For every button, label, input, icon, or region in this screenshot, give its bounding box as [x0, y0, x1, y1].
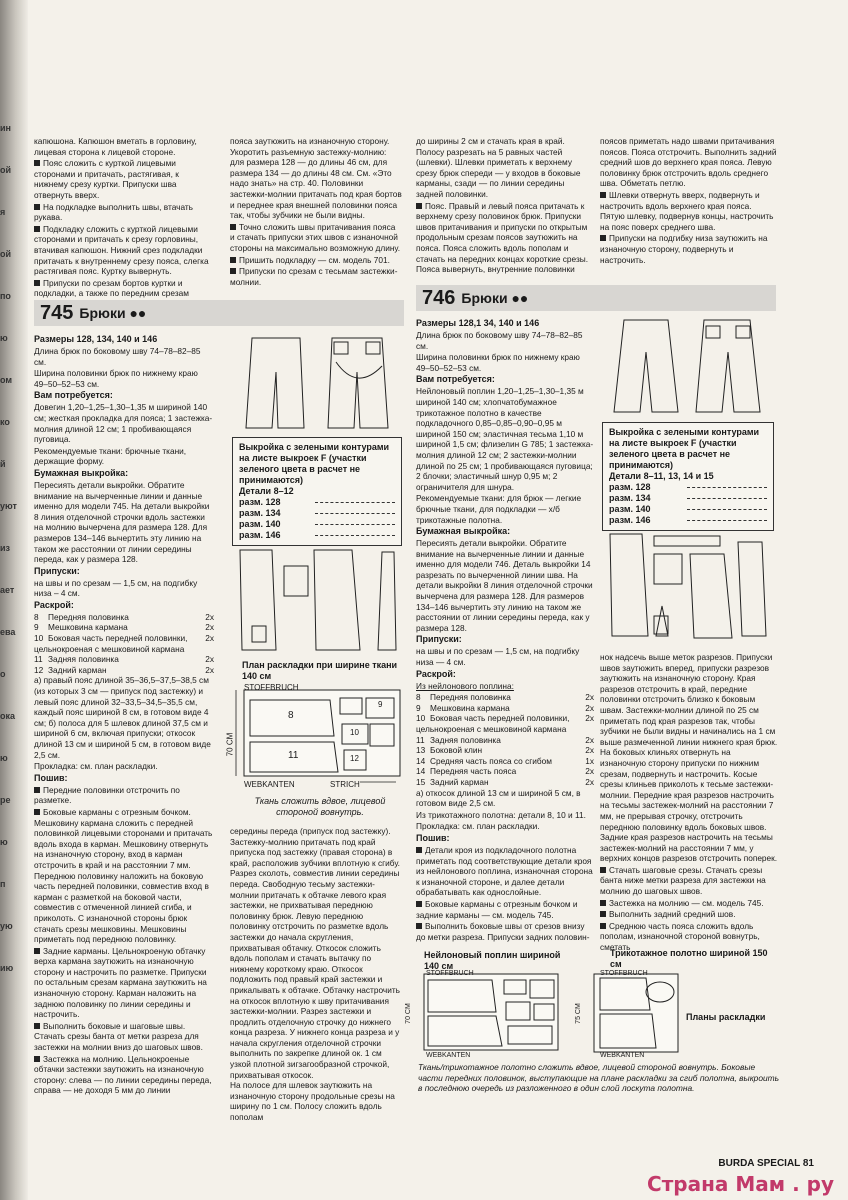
left-strip-fragment: ую: [0, 921, 13, 931]
m745-plan-caption: Ткань сложить вдвое, лицевой стороной вовнутрь.: [254, 796, 386, 817]
m746-knit-plan-title: Трикотажное полотно шириной 150 см: [610, 948, 768, 969]
cut-row: 11 Задняя половинка 2x: [416, 734, 594, 745]
cut-row: 14 Передняя часть пояса 2x: [416, 766, 594, 777]
col4-bottom: нок надсечь выше меток разрезов. Припуски швов заутюжить вперед, припуски разрезов заутюжить на изнаночную сторону. Края разрезов отстрочить в край, передние половинки отстрочить близко к боковым швам. Застежки-молнии длиной по 25 см приметать под края разрезов так, чтобы зубчики не были видны и начинались на 1 см выше размеченной линии нижнего края брюк. На боковых клиньях отвернуть на изнаночную сторону припуски по нижним срезам, подвернуть и настрочить. Косые срезы клиньев приколоть к тесьме застежки-молнии. Передние края разрезов настрочить на тесьмы застежек-молний на расстоянии 7 мм, не прерывая строчку, отстрочить переднюю половинку вдоль боковых швов. Задние края разрезов настрочить на тесьмы застежек-молний на расстоянии 7 мм, у верхних концов разрезов отстрочить поперек. Стачать шаговые срезы. Стачать срезы банта ниже метки разреза для застежки на молнию до шаговых швов. Застежка на молнию — см. модель 745. Выполнить задний средний шов. Среднюю часть пояса сложить вдоль пополам, изнаночной стороной вовнутрь, сметать: [600, 652, 778, 953]
left-strip-fragment: ин: [0, 123, 11, 133]
bullet-icon: [416, 847, 422, 853]
col2-top: пояса заутюжить на изнаночную сторону. Укоротить разъемную застежку-молнию: для размера 128 — до длины 46 см, для размера 134 — до длины 48 см. См. «Это надо знать» на стр. 40. Половинки застежки-молнии притачать под края бортов и переднее края внешней половинки пояса так, чтобы зубчики не были видны. Точно сложить швы притачивания пояса и стачать припуски этих швов с изнаночной стороны на максимально возможную длину. Пришить подкладку — см. модель 701. Припуски по срезам с тесьмам застежки-молнии.: [230, 136, 402, 287]
m746-nylon-dim: 70 CM: [404, 1003, 412, 1024]
m746-knit-selvage: WEBKANTEN: [600, 1052, 645, 1059]
left-strip-fragment: ю: [0, 753, 8, 763]
bullet-icon: [416, 901, 422, 907]
cut-row: 8 Передняя половинка 2x: [34, 611, 214, 622]
left-strip-fragment: ю: [0, 837, 8, 847]
model-746-title: Брюки ●●: [461, 290, 529, 306]
left-strip-fragment: о: [0, 669, 6, 679]
left-strip-fragment: ре: [0, 795, 11, 805]
m746-nylon-fold: STOFFBRUCH: [426, 970, 474, 977]
bullet-icon: [600, 900, 606, 906]
m746-trousers-sketch: [602, 316, 772, 416]
bullet-icon: [34, 160, 40, 166]
col2-bottom: середины переда (припуск под застежку). Застежку-молнию притачать под край припуска под застежку (правая сторона) в край, расположив зубчики вплотную к сгибу. Разрез сколоть, совместив линии середины переда. Свободную тесьму застежки-молнии притачать к обтачке левого края застежки, не прихватывая переднюю половинку брюк. Левую переднюю половинку отстрочить по разметке вдоль застежки до начала скругления, прихватывая обтачку. Откосок сложить вдоль пополам и стачать вытачку по нижнему короткому краю. Откосок подложить под правый край застежки и прикалывать к обтачке. Обтачку настрочить на откосок вплотную к шву притачивания застежки-молнии. Разрез застежки и продлить отделочную строчку до нижнего конца разреза. У нижнего конца разреза и у начала скругления отделочной строчки выполнить по закрепке длиной ок. 1 см узкой плотной зигзагообразной строчкой, прихватывая откосок. На полосе для шлевок заутюжить на изнаночную сторону продольные срезы на ширину по 1 см. Полосу сложить вдоль пополам: [230, 826, 400, 1123]
bullet-icon: [34, 948, 40, 954]
m746-pattern-pieces: [602, 532, 774, 642]
left-strip-fragment: из: [0, 543, 11, 553]
bullet-icon: [600, 867, 606, 873]
left-strip-fragment: ом: [0, 375, 13, 385]
left-strip-fragment: ию: [0, 963, 14, 973]
bullet-icon: [34, 809, 40, 815]
cut-row: 8 Передняя половинка 2x: [416, 692, 594, 703]
left-strip-fragment: п: [0, 879, 6, 889]
left-page-strip: [0, 120, 26, 1120]
m746-nylon-plan: [412, 970, 562, 1060]
left-strip-fragment: й: [0, 459, 6, 469]
bullet-icon: [600, 192, 606, 198]
bullet-icon: [34, 787, 40, 793]
bullet-icon: [34, 1056, 40, 1062]
m745-plan-dim: 70 CM: [225, 732, 235, 757]
page-footer: BURDA SPECIAL 81: [718, 1158, 814, 1169]
m745-pattern-box: Выкройка с зелеными контурами на листе выкроек F (участки зеленого цвета в расчет не принимаются) Детали 8–12 разм. 128 разм. 134 разм. 140 разм. 146: [232, 437, 402, 546]
col4-top: поясов приметать надо швами притачивания поясов. Пояса отстрочить. Выполнить задний средний шов до верхнего края пояса. Левую половинку брюк отстрочить вдоль среднего шва. Обметать петлю. Шлевки отвернуть вверх, подвернуть и настрочить вдоль верхнего края пояса. Пятую шлевку, подвернув концы, настрочить на пояс поверх среднего шва. Припуски на подгибку низа заутюжить на изнаночную сторону, подвернуть и настрочить.: [600, 136, 777, 265]
cut-row: 11 Задняя половинка 2x: [34, 654, 214, 665]
col1-p0: капюшона. Капюшон вметать в горловину, лицевая сторона к лицевой стороне.: [34, 136, 197, 157]
m745-plan-strich: STRICH: [330, 780, 360, 789]
model-746-number: 746: [422, 286, 456, 309]
left-strip-fragment: ой: [0, 165, 12, 175]
cut-row: 9 Мешковина кармана 2x: [416, 702, 594, 713]
cut-row: 10 Боковая часть передней половинки, цельнокроеная с мешковиной кармана 2x: [416, 713, 594, 734]
m745-cut-list: [34, 612, 214, 676]
col3-top: до ширины 2 см и стачать края в край. Полосу разрезать на 5 равных частей (шлевки). Шлевки приметать к верхнему срезу брюк спереди — у входов в боковые карманы, сзади — по линии середины задней половинки. Пояс. Правый и левый пояса притачать к верхнему срезу половинок брюк. Припуски швов притачивания и припуски по открытым продольным срезам поясов заутюжить на пояса. Пояса сложить вдоль пополам и стачать на передних концах короткие срезы. Пояса вывернуть, внутренние половинки: [416, 136, 589, 275]
m745-plan-fold: STOFFBRUCH: [244, 683, 299, 692]
cut-row: 9 Мешковина кармана 2x: [34, 622, 214, 633]
cut-row: 14 Средняя часть пояса со сгибом 1x: [416, 755, 594, 766]
left-strip-fragment: ой: [0, 249, 12, 259]
model-745-title: Брюки ●●: [79, 305, 147, 321]
bullet-icon: [34, 226, 40, 232]
m746-text: Размеры 128,1 34, 140 и 146 Длина брюк по боковому шву 74–78–82–85 см. Ширина половинки брюк по нижнему краю 49–50–52–53 см. Вам потребуется: Нейлоновый поплин 1,20–1,25–1,30–1,35 м шириной 140 см; хлопчатобумажное трикотажное полотно в качестве подкладочного 0,85–0,85–0,90–0,95 м шириной 150 см; эластичная тесьма 1,10 м шириной 1,5 см; флизелин G 785; 1 застежка-молния длиной 12 см; 2 застежки-молнии длиной по 25 см; 1 пробивающаяся пуговица; 2 блочки; эластичный шнур 0,95 м; 2 ограничителя для шнура. Рекомендуемые ткани: для брюк — легкие брючные ткани, для подкладки — х/б трикотажные полотна. Бумажная выкройка: Пересиять детали выкройки. Обратите внимание на вычерченные линии и данные именно для модели 746. Деталь выкройки 14 разрезать по вычерченной линии шва. На детали выкройки 8 линия отделочной строчки вычерчена для размера 128. Для размеров 134–146 вычертить эту линию на таком же расстоянии от линии середины переда, как у размера 128. Припуски: на швы и по срезам — 1,5 см, на подгибку низа — 4 см. Раскрой: Из нейлонового поплина: 8 Передняя половинка 2x 9 Мешковина кармана 2x 10 Боковая часть передней половинки, цельнокроеная с мешковиной кармана 2x 11 Задняя половинка 2x 13 Боковой клин 2x 14 Средняя часть пояса со сгибом 1x 14 Передняя часть пояса 2x 15 Задний карман 2x а) откосок длиной 13 см и шириной 5 см, в готовом виде 2,5 см. Из трикотажного полотна: детали 8, 10 и 11. Прокладка: см. план раскладки. Пошив: Детали кроя из подкладочного полотна приметать под соответствующие детали кроя из нейлонового поплина, изнаночная сторона к изнаночной стороне, и далее детали обрабатывать как однослойные. Боковые карманы с отрезным бочком и задние карманы — см. модель 745. Выполнить боковые швы от срезов внизу до метки разреза. Припуски задних половин-: [416, 318, 594, 942]
cut-row: 12 Задний карман 2x: [34, 664, 214, 675]
bullet-icon: [416, 923, 422, 929]
model-745-number: 745: [40, 301, 74, 324]
m746-plan-caption: Ткань/трикотажное полотно сложить вдвое, лицевой стороной вовнутрь. Боковые части передних половинок, выступающие на плане раскладки за сгиб полотна, выкроить в последнюю очередь из разложенного в один слой лоскута полотна.: [418, 1062, 780, 1093]
m746-knit-dim: 75 CM: [574, 1003, 582, 1024]
bullet-icon: [34, 204, 40, 210]
m746-cut-list: [416, 692, 594, 787]
left-strip-fragment: ева: [0, 627, 16, 637]
m745-plan-selvage: WEBKANTEN: [244, 780, 295, 789]
left-strip-fragment: ока: [0, 711, 16, 721]
m746-nylon-selvage: WEBKANTEN: [426, 1052, 471, 1059]
m745-trousers-sketch: [232, 332, 402, 432]
bullet-icon: [230, 224, 236, 230]
m746-knit-plan: [582, 970, 682, 1058]
model-746-header: [416, 285, 776, 311]
site-watermark: Страна Мам . ру: [647, 1172, 834, 1196]
model-745-header: [34, 300, 404, 326]
col1-top: капюшона. Капюшон вметать в горловину, лицевая сторона к лицевой стороне. Пояс сложить с курткой лицевыми сторонами и притачать, растягивая, к нижнему срезу куртки. Припуски шва отвернуть вверх. На подкладке выполнить швы, втачать рукава. Подкладку сложить с курткой лицевыми сторонами и притачать к срезу горловины, втачивая капюшон. Нижний срез подкладки притачать к внутреннему срезу пояса, слегка растягивая пояс. Куртку вывернуть. Припуски по срезам бортов куртки и подкладки, а также по передним срезам: [34, 136, 214, 300]
m746-knit-fold: STOFFBRUCH: [600, 970, 648, 977]
cut-row: 13 Боковой клин 2x: [416, 745, 594, 756]
left-strip-fragment: ко: [0, 417, 10, 427]
m746-nylon-plan-title: Нейлоновый поплин шириной 140 см: [424, 950, 561, 971]
bullet-icon: [600, 911, 606, 917]
cut-row: 10 Боковая часть передней половинки, цельнокроеная с мешковиной кармана 2x: [34, 633, 214, 654]
bullet-icon: [230, 257, 236, 263]
left-strip-fragment: по: [0, 291, 11, 301]
bullet-icon: [600, 923, 606, 929]
m746-plans-label: Планы раскладки: [686, 1012, 766, 1022]
left-strip-fragment: ает: [0, 585, 15, 595]
bullet-icon: [600, 235, 606, 241]
m745-pattern-pieces: [232, 546, 402, 656]
bullet-icon: [230, 268, 236, 274]
bullet-icon: [34, 1023, 40, 1029]
m746-pattern-box: Выкройка с зелеными контурами на листе выкроек F (участки зеленого цвета в расчет не принимаются) Детали 8–11, 13, 14 и 15 разм. 128 разм. 134 разм. 140 разм. 146: [602, 422, 774, 531]
cut-row: 15 Задний карман 2x: [416, 776, 594, 787]
m745-text: Размеры 128, 134, 140 и 146 Длина брюк по боковому шву 74–78–82–85 см. Ширина половинки брюк по нижнему краю 49–50–52–53 см. Вам потребуется: Довегин 1,20–1,25–1,30–1,35 м шириной 140 см; жесткая прокладка для пояса; 1 застежка-молния длиной 12 см; 1 пробивающаяся пуговица. Рекомендуемые ткани: брючные ткани, держащие форму. Бумажная выкройка: Пересиять детали выкройки. Обратите внимание на вычерченные линии и данные именно для модели 745. На детали выкройки 8 линия отделочной строчки вдоль застежки на молнию вычерчена для размера 128. Для размеров 134–146 вычертить эту линию на таком же расстоянии от линии середины переда, как у размера 128. Припуски: на швы и по срезам — 1,5 см, на подгибку низа – 4 см. Раскрой: 8 Передняя половинка 2x 9 Мешковина кармана 2x 10 Боковая часть передней половинки, цельнокроеная с мешковиной кармана 2x 11 Задняя половинка 2x 12 Задний карман 2x а) правый пояс длиной 35–36,5–37,5–38,5 см (из которых 3 см — припуск под застежку) и левый пояс длиной 32–33,5–34,5–35,5 см, каждый пояс шириной 8 см, в готовом виде 4 см; б) полоса для 5 шлевок длиной 37,5 см и шириной 6 см, включая припуски; откосок длиной 13 см и шириной 5 см, в готовом виде 2,5 см. Прокладка: см. план раскладки. Пошив: Передние половинки отстрочить по разметке. Боковые карманы с отрезным бочком. Мешковину кармана сложить с передней половинкой лицевыми сторонами и притачать вдоль входа в карман. Мешковину отвернуть на изнаночную сторону, вход в карман отстрочить в край и на расстоянии 7 мм. Переднюю половинку наложить на боковую часть передней половинки, совместив вход в карман с разметкой на боковой части, совместив с отмеченной линией сгиба, и приколоть. С изнаночной стороны брюк стачать срезы мешковины. Мешковины приметать под переднюю половинку. Задние карманы. Цельнокроеную обтачку верха кармана заутюжить на изнаночную сторону и настрочить по разметке. Припуски по остальным срезам кармана заутюжить на изнаночную сторону. Карман наложить на заднюю половинку по линии середины и настрочить. Выполнить боковые и шаговые швы. Стачать срезы банта от метки разреза для застежки на молнии вниз до шаговых швов. Застежка на молнию. Цельнокроеные обтачки застежки заутюжить на изнаночную сторону: слева — по линии середины переда, справа — не доходя 5 мм до линии: [34, 334, 214, 1096]
m745-plan-title: План раскладки при ширине ткани 140 см: [242, 660, 398, 681]
left-strip-fragment: ю: [0, 333, 8, 343]
left-strip-fragment: я: [0, 207, 6, 217]
m745-piece-labels: 8 9 10 11 12: [288, 700, 383, 763]
bullet-icon: [416, 203, 422, 209]
left-strip-fragment: уют: [0, 501, 17, 511]
bullet-icon: [34, 280, 40, 286]
